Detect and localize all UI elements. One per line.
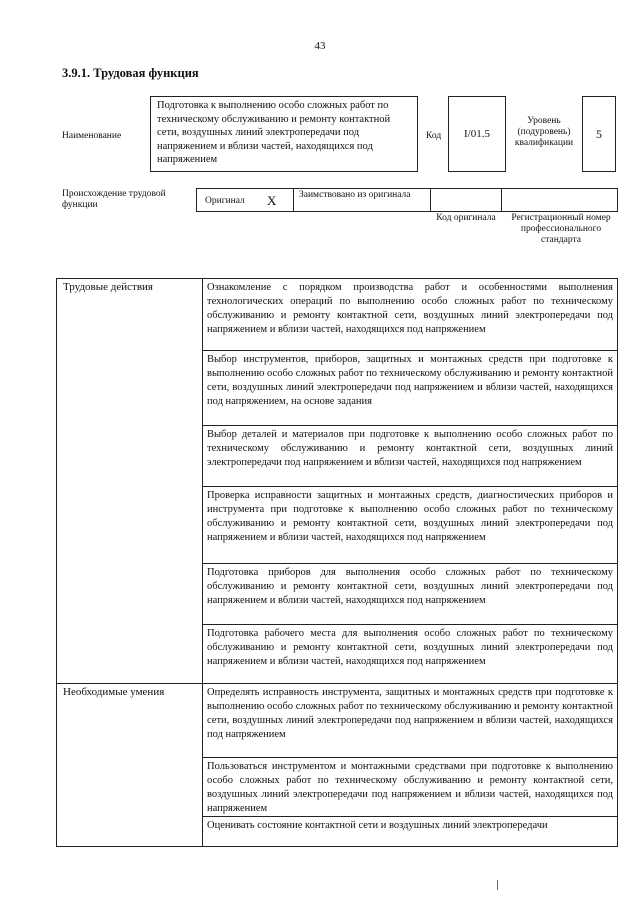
- skill-text: Пользоваться инструментом и монтажными средствами при подготовке к выполнению особо сложных работ по техническому обслуживанию и ремонту контактной сети, воздушных линий электропередачи под напряжением и вблизи частей, находящихся под напряжением: [207, 761, 613, 814]
- labor-action-text: Проверка исправности защитных и монтажных средств, диагностических приборов и инструмента при подготовке к выполнению особо сложных работ по техническому обслуживанию и ремонту контактной сети, воздушных линий электропередачи под напряжением и вблизи частей, находящихся под напряжением: [207, 490, 613, 543]
- page-number: 43: [314, 40, 326, 52]
- labor-action-text: Подготовка приборов для выполнения особо сложных работ по техническому обслуживанию и ремонту контактной сети, воздушных линий электропередачи под напряжением и вблизи частей, находящихся под напряжением: [207, 567, 613, 606]
- borrowed-label: Заимствовано из оригинала: [299, 190, 411, 200]
- level-label: [508, 112, 580, 152]
- borrowed-cell: [293, 188, 431, 212]
- scan-mark: [497, 880, 504, 890]
- code-original-label: Код оригинала: [436, 213, 496, 223]
- function-name-box: [150, 96, 418, 172]
- original-label: Оригинал: [205, 196, 245, 206]
- reg-number-cell: [501, 188, 618, 212]
- section-title: 3.9.1. Трудовая функция: [62, 66, 199, 80]
- level-label-text: Уровень (подуровень) квалификации: [514, 115, 574, 148]
- skill-item: [203, 817, 617, 847]
- labor-action-item: [203, 351, 617, 425]
- code-box: [448, 96, 506, 172]
- labor-action-item: [203, 487, 617, 563]
- labor-action-item: [203, 564, 617, 624]
- labor-action-text: Выбор инструментов, приборов, защитных и монтажных средств при подготовке к выполнению особо сложных работ по техническому обслуживанию и ремонту контактной сети, воздушных линий электропередачи под напряжением и вблизи частей, находящихся под напряжением, на основе задания: [207, 354, 613, 407]
- skill-text: Определять исправность инструмента, защитных и монтажных средств при подготовке к выполнению особо сложных работ по техническому обслуживанию и ремонту контактной сети, воздушных линий электропередачи под напряжением и вблизи частей, находящихся под напряжением: [207, 687, 613, 740]
- labor-action-text: Ознакомление с порядком производства работ и особенностями выполнения технологических операций по выполнению особо сложных работ по техническому обслуживанию и ремонту контактной сети, воздушных линий электропередачи под напряжением и вблизи частей, находящихся под напряжением: [207, 282, 613, 335]
- labor-action-item: [203, 279, 617, 350]
- skill-item: [203, 684, 617, 757]
- code-label: Код: [426, 131, 442, 141]
- skill-item: [203, 758, 617, 816]
- origin-label: Происхождение трудовой функции: [62, 189, 166, 210]
- name-label: Наименование: [62, 131, 122, 141]
- skill-text: Оценивать состояние контактной сети и воздушных линий электропередачи: [207, 820, 548, 831]
- original-cell: [196, 188, 294, 212]
- skills-label: Необходимые умения: [63, 686, 165, 698]
- labor-actions-label: Трудовые действия: [63, 281, 153, 293]
- function-name-text: Подготовка к выполнению особо сложных работ по техническому обслуживанию и ремонту контактной сети, воздушных линий электропередачи под напряжением и вблизи частей, находящихся под напряжением: [157, 100, 391, 165]
- level-box: [582, 96, 616, 172]
- competency-table: [56, 278, 618, 847]
- level-value: 5: [596, 126, 602, 141]
- code-original-cell: [430, 188, 502, 212]
- original-mark: X: [267, 193, 277, 208]
- labor-action-text: Выбор деталей и материалов при подготовке к выполнению особо сложных работ по техническому обслуживанию и ремонту контактной сети, воздушных линий электропередачи под напряжением и вблизи частей, находящихся под напряжением: [207, 429, 613, 468]
- code-value: I/01.5: [464, 128, 490, 140]
- reg-number-label: Регистрационный номер профессионального стандарта: [511, 213, 611, 245]
- labor-action-text: Подготовка рабочего места для выполнения особо сложных работ по техническому обслуживанию и ремонту контактной сети, воздушных линий электропередачи под напряжением и вблизи частей, находящихся под напряжением: [207, 628, 613, 667]
- labor-action-item: [203, 426, 617, 486]
- labor-action-item: [203, 625, 617, 683]
